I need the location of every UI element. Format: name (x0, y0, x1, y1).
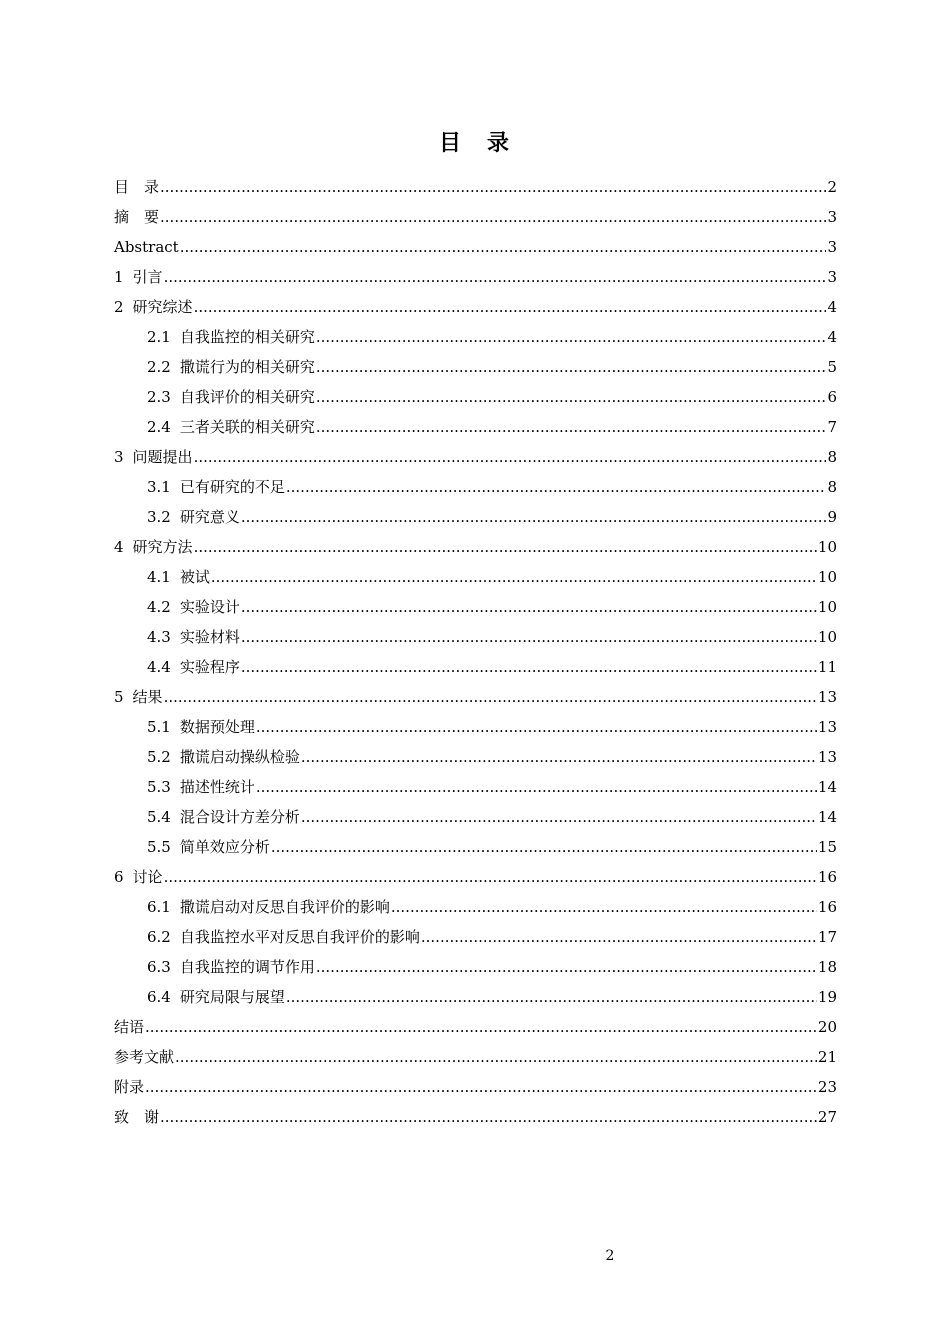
toc-dot-leader (194, 292, 827, 322)
toc-entry-label: 描述性统计 (179, 778, 255, 796)
toc-entry-label: 研究综述 (132, 298, 193, 316)
toc-entry[interactable] (114, 1102, 837, 1132)
table-of-contents (114, 172, 837, 1132)
toc-entry-label: 结果 (132, 688, 163, 706)
toc-entry[interactable] (114, 292, 837, 322)
toc-entry-label: 致 谢 (114, 1108, 160, 1126)
toc-entry[interactable] (114, 562, 837, 592)
toc-entry-page: 3 (827, 238, 837, 256)
toc-entry[interactable] (114, 682, 837, 712)
toc-entry-number: 2 (114, 298, 124, 316)
toc-entry-page: 2 (827, 178, 837, 196)
toc-dot-leader (316, 382, 827, 412)
toc-entry-label: 混合设计方差分析 (179, 808, 300, 826)
toc-entry-page: 10 (817, 568, 837, 586)
toc-entry-page: 11 (817, 658, 837, 676)
toc-entry[interactable] (114, 772, 837, 802)
toc-entry[interactable] (114, 232, 837, 262)
toc-entry-page: 10 (817, 538, 837, 556)
toc-entry-number: 5.2 (147, 748, 171, 766)
toc-dot-leader (316, 952, 817, 982)
toc-entry-number: 5.4 (147, 808, 171, 826)
toc-entry-label: 实验程序 (179, 658, 240, 676)
toc-entry[interactable] (114, 532, 837, 562)
toc-entry-page: 27 (817, 1108, 837, 1126)
toc-entry-label: 附录 (114, 1078, 145, 1096)
toc-entry-number: 2.3 (147, 388, 171, 406)
toc-entry-number: 6 (114, 868, 124, 886)
toc-entry-number: 6.3 (147, 958, 171, 976)
toc-entry-page: 7 (827, 418, 837, 436)
toc-entry-page: 10 (817, 598, 837, 616)
page-title: 目 录 (438, 131, 511, 156)
toc-entry[interactable] (114, 472, 837, 502)
toc-entry-page: 4 (827, 328, 837, 346)
toc-entry-number: 1 (114, 268, 124, 286)
toc-dot-leader (160, 1102, 817, 1132)
toc-entry[interactable] (114, 622, 837, 652)
toc-entry-page: 16 (817, 868, 837, 886)
toc-entry-number: 6.2 (147, 928, 171, 946)
toc-entry-page: 13 (817, 718, 837, 736)
toc-entry[interactable] (114, 592, 837, 622)
toc-entry-label: 自我监控水平对反思自我评价的影响 (179, 928, 420, 946)
toc-entry[interactable] (114, 352, 837, 382)
toc-dot-leader (194, 442, 827, 472)
toc-entry-number: 5 (114, 688, 124, 706)
toc-entry-number: 2.4 (147, 418, 171, 436)
toc-entry-label: 目 录 (114, 178, 160, 196)
toc-entry-label: 引言 (132, 268, 163, 286)
toc-dot-leader (164, 262, 827, 292)
toc-entry[interactable] (114, 1012, 837, 1042)
toc-entry[interactable] (114, 802, 837, 832)
toc-entry-label: 自我监控的调节作用 (179, 958, 315, 976)
toc-dot-leader (316, 412, 827, 442)
toc-entry-page: 20 (817, 1018, 837, 1036)
toc-entry-page: 3 (827, 268, 837, 286)
toc-entry[interactable] (114, 172, 837, 202)
toc-entry[interactable] (114, 652, 837, 682)
toc-dot-leader (241, 652, 817, 682)
toc-entry-page: 23 (817, 1078, 837, 1096)
toc-entry-number: 5.5 (147, 838, 171, 856)
toc-entry-label: 撒谎启动对反思自我评价的影响 (179, 898, 390, 916)
toc-entry[interactable] (114, 922, 837, 952)
toc-entry-page: 4 (827, 298, 837, 316)
toc-entry-label: 撒谎启动操纵检验 (179, 748, 300, 766)
page-number: 2 (605, 1248, 615, 1264)
toc-dot-leader (301, 802, 817, 832)
toc-dot-leader (194, 532, 817, 562)
toc-entry-page: 15 (817, 838, 837, 856)
toc-entry-number: 5.1 (147, 718, 171, 736)
toc-entry-number: 4 (114, 538, 124, 556)
toc-entry[interactable] (114, 742, 837, 772)
toc-dot-leader (301, 742, 817, 772)
toc-dot-leader (256, 712, 817, 742)
toc-entry-label: 研究意义 (179, 508, 240, 526)
toc-dot-leader (241, 502, 827, 532)
toc-entry-label: Abstract (114, 238, 179, 256)
toc-entry-label: 问题提出 (132, 448, 193, 466)
toc-entry-page: 13 (817, 688, 837, 706)
toc-entry[interactable] (114, 262, 837, 292)
toc-dot-leader (316, 322, 827, 352)
toc-entry-page: 10 (817, 628, 837, 646)
toc-entry[interactable] (114, 712, 837, 742)
toc-dot-leader (211, 562, 817, 592)
toc-dot-leader (241, 622, 817, 652)
toc-dot-leader (286, 472, 827, 502)
toc-entry-number: 6.4 (147, 988, 171, 1006)
toc-entry[interactable] (114, 322, 837, 352)
toc-entry[interactable] (114, 502, 837, 532)
toc-dot-leader (286, 982, 817, 1012)
toc-entry-page: 19 (817, 988, 837, 1006)
toc-entry-label: 结语 (114, 1018, 145, 1036)
toc-dot-leader (164, 682, 817, 712)
toc-entry[interactable] (114, 982, 837, 1012)
toc-dot-leader (241, 592, 817, 622)
toc-entry-page: 5 (827, 358, 837, 376)
toc-entry[interactable] (114, 1072, 837, 1102)
toc-entry-page: 8 (827, 478, 837, 496)
toc-entry-number: 2.1 (147, 328, 171, 346)
toc-entry-number: 3.1 (147, 478, 171, 496)
toc-entry-page: 14 (817, 808, 837, 826)
toc-entry[interactable] (114, 832, 837, 862)
toc-dot-leader (164, 862, 817, 892)
toc-dot-leader (160, 172, 826, 202)
toc-entry-label: 研究方法 (132, 538, 193, 556)
toc-entry-label: 实验材料 (179, 628, 240, 646)
toc-entry[interactable] (114, 442, 837, 472)
toc-entry-label: 自我评价的相关研究 (179, 388, 315, 406)
toc-entry-number: 5.3 (147, 778, 171, 796)
toc-dot-leader (256, 772, 817, 802)
toc-dot-leader (175, 1042, 817, 1072)
toc-entry-label: 简单效应分析 (179, 838, 270, 856)
toc-entry-number: 3.2 (147, 508, 171, 526)
toc-entry-label: 已有研究的不足 (179, 478, 285, 496)
toc-entry-label: 三者关联的相关研究 (179, 418, 315, 436)
toc-entry-label: 被试 (179, 568, 210, 586)
toc-entry-page: 14 (817, 778, 837, 796)
toc-entry-label: 撒谎行为的相关研究 (179, 358, 315, 376)
toc-dot-leader (145, 1012, 817, 1042)
toc-entry-label: 研究局限与展望 (179, 988, 285, 1006)
toc-entry-page: 8 (827, 448, 837, 466)
toc-entry[interactable] (114, 862, 837, 892)
toc-entry-page: 17 (817, 928, 837, 946)
toc-entry[interactable] (114, 892, 837, 922)
toc-entry[interactable] (114, 1042, 837, 1072)
toc-dot-leader (145, 1072, 817, 1102)
toc-dot-leader (421, 922, 817, 952)
toc-entry-number: 4.1 (147, 568, 171, 586)
toc-entry[interactable] (114, 382, 837, 412)
toc-entry-number: 2.2 (147, 358, 171, 376)
toc-entry-label: 讨论 (132, 868, 163, 886)
toc-dot-leader (180, 232, 827, 262)
toc-entry-number: 4.3 (147, 628, 171, 646)
toc-entry-label: 摘 要 (114, 208, 160, 226)
toc-entry-page: 6 (827, 388, 837, 406)
toc-entry[interactable] (114, 412, 837, 442)
toc-entry[interactable] (114, 202, 837, 232)
toc-entry-page: 16 (817, 898, 837, 916)
toc-entry-number: 6.1 (147, 898, 171, 916)
toc-entry-page: 13 (817, 748, 837, 766)
toc-dot-leader (160, 202, 826, 232)
toc-entry-page: 21 (817, 1048, 837, 1066)
toc-dot-leader (271, 832, 817, 862)
toc-entry-page: 18 (817, 958, 837, 976)
toc-entry-label: 参考文献 (114, 1048, 175, 1066)
toc-entry-label: 实验设计 (179, 598, 240, 616)
toc-entry-number: 4.2 (147, 598, 171, 616)
toc-entry-label: 自我监控的相关研究 (179, 328, 315, 346)
toc-entry-label: 数据预处理 (179, 718, 255, 736)
toc-dot-leader (391, 892, 817, 922)
toc-entry-page: 3 (827, 208, 837, 226)
toc-dot-leader (316, 352, 827, 382)
toc-entry-number: 4.4 (147, 658, 171, 676)
toc-entry[interactable] (114, 952, 837, 982)
toc-entry-number: 3 (114, 448, 124, 466)
toc-entry-page: 9 (827, 508, 837, 526)
